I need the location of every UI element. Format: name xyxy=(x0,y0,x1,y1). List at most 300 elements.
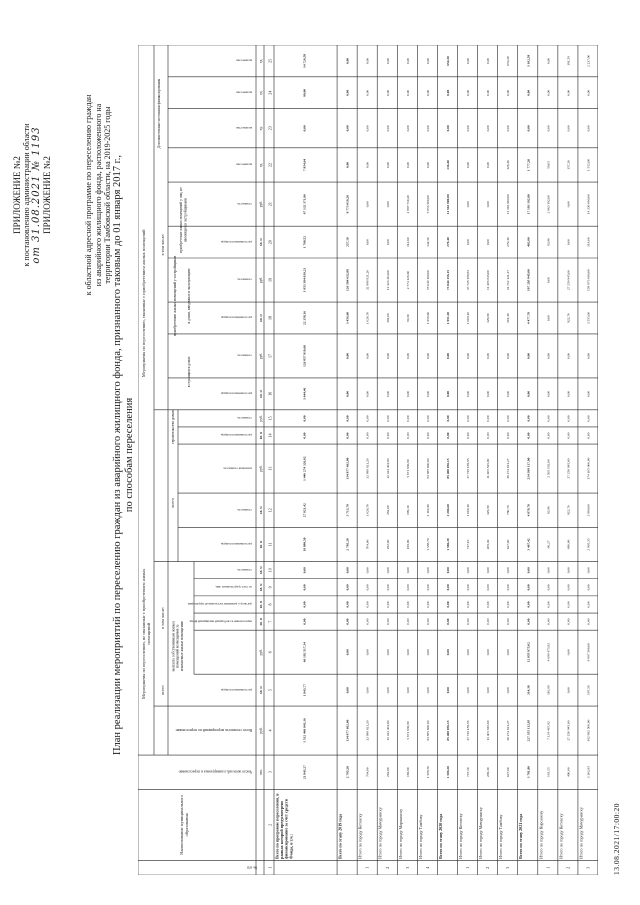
row-value: 116,88 xyxy=(546,685,551,695)
header-sub-15: расселяемая площадь xyxy=(220,391,252,396)
row-value: 2 286,60 xyxy=(445,504,450,517)
row-value: 0,00 xyxy=(586,601,591,608)
row-value: 490,00 xyxy=(566,767,571,777)
row-value: 3 713,70 xyxy=(345,504,350,517)
unit-label: кв. м xyxy=(259,238,263,246)
row-value: 0,00 xyxy=(506,432,511,439)
header-in-built: в домах, введенных в эксплуатацию xyxy=(187,268,191,324)
row-value: 0,00 xyxy=(302,601,307,608)
row-value: 0,00 xyxy=(345,89,350,96)
row-value: 0,00 xyxy=(466,618,471,625)
header-people: Число жителей, планируемых к переселению xyxy=(178,769,252,774)
row-value: 0,00 xyxy=(365,239,370,246)
header-sub-21: количество xyxy=(235,162,252,167)
header-total-a: всего xyxy=(160,685,165,695)
row-value: 73 844 156,15 xyxy=(445,269,450,291)
column-number: 8 xyxy=(267,603,273,606)
row-value: 0,00 xyxy=(425,567,430,574)
column-number: 4 xyxy=(267,729,273,732)
row-value: 0,00 xyxy=(526,390,531,397)
row-value: 0,00 xyxy=(365,390,370,397)
row-value: 136,40 xyxy=(445,160,450,170)
row-value: 14 330 000,00 xyxy=(586,194,591,215)
row-value: 0,00 xyxy=(466,201,471,208)
row-value: 27 250 945,00 xyxy=(566,269,571,291)
row-value: 2 863 192,00 xyxy=(546,194,551,214)
row-value: 0,00 xyxy=(405,352,410,360)
header-sub-18: стоимость xyxy=(237,277,252,282)
row-value: 0,00 xyxy=(526,125,531,132)
row-value: 0,00 xyxy=(486,649,491,656)
row-value: 83,80 xyxy=(546,506,551,515)
header-sub-24: количество xyxy=(235,58,252,63)
row-value: 314,38 xyxy=(526,685,531,695)
row-number: 2 xyxy=(565,866,571,869)
row-value: 0,00 xyxy=(566,125,571,132)
row-value: 0,00 xyxy=(466,239,471,246)
row-value: 214 399 137,90 xyxy=(526,457,531,480)
row-value: 22 358,16 xyxy=(302,310,307,325)
row-value: 0,00 xyxy=(586,89,591,96)
column-number: 22 xyxy=(267,162,273,167)
row-value: 0,00 xyxy=(365,649,370,656)
unit-label: ед. xyxy=(259,126,263,131)
row-value: 627,60 xyxy=(506,539,511,550)
row-value: 11 563 900,00 xyxy=(506,194,511,215)
column-number: 24 xyxy=(267,90,273,95)
row-value: 0,00 xyxy=(365,618,370,625)
row-value: 0,00 xyxy=(425,432,430,439)
row-value: 0,00 xyxy=(526,89,531,96)
unit-label: кв. м xyxy=(259,600,263,609)
header-other-sub: за счет средств иных лиц xyxy=(215,585,252,590)
column-number: 21 xyxy=(267,202,273,207)
row-value: 0,00 xyxy=(405,649,410,656)
header-compensation: выплата собственникам жилых xyxy=(171,620,176,672)
column-number: 11 xyxy=(267,542,273,547)
unit-label: руб. xyxy=(259,201,263,208)
row-value: 0,00 xyxy=(365,201,370,208)
column-number: 5 xyxy=(267,689,273,692)
row-name: Итого по городу Котовску xyxy=(558,813,564,859)
row-value: 0,00 xyxy=(486,352,491,360)
row-value: 134 977 662,00 xyxy=(345,457,350,480)
row-value: 0,00 xyxy=(345,352,350,360)
row-value: 8 773 019,20 xyxy=(345,194,350,214)
header-sub-14: стоимость xyxy=(237,416,252,421)
row-value: 0,00 xyxy=(385,352,390,360)
row-value: 0,00 xyxy=(302,125,307,132)
row-value: 3 102,58 xyxy=(526,54,531,68)
row-value: 2 795,20 xyxy=(345,538,350,551)
row-value: 0,00 xyxy=(425,125,430,132)
row-name: Итого по городу Котовску xyxy=(458,813,464,859)
row-value: 0,00 xyxy=(385,125,390,132)
row-value: 14 726,58 xyxy=(302,53,307,68)
row-value: 191,58 xyxy=(566,56,571,66)
row-value: 1 020,70 xyxy=(365,311,370,325)
row-value: 0,00 xyxy=(506,584,511,591)
row-value: 169,90 xyxy=(405,767,410,777)
unit-label: кв. м xyxy=(259,390,263,398)
row-value: 0,00 xyxy=(486,687,491,694)
unit-label: ед. xyxy=(259,162,263,168)
row-value: 0,00 xyxy=(445,649,450,656)
row-value: 8 887 500,00 xyxy=(586,643,591,662)
row-value: 0,00 xyxy=(466,161,471,169)
row-value: 0,00 xyxy=(425,649,430,656)
row-value: 0,00 xyxy=(526,601,531,608)
row-value: 209,30 xyxy=(486,767,491,777)
row-value: 0,00 xyxy=(365,567,370,574)
row-value: 0,00 xyxy=(302,618,307,625)
row-name: Итого по городу Мичуринску xyxy=(377,807,383,859)
row-value: 922,70 xyxy=(566,313,571,323)
row-value: 0,00 xyxy=(546,276,551,284)
row-value: 0,00 xyxy=(385,201,390,208)
row-value: 0,00 xyxy=(546,390,551,397)
row-value: 0,00 xyxy=(526,584,531,591)
row-value: 66,27 xyxy=(546,540,551,549)
appendix-block xyxy=(12,45,52,345)
row-value: 0,00 xyxy=(506,687,511,694)
row-value: 197 295 945,00 xyxy=(526,269,531,291)
row-value: 0,00 xyxy=(566,618,571,625)
row-value: 0,00 xyxy=(385,415,390,422)
row-value: 747,10 xyxy=(466,767,471,777)
appendix-date-number: от 31.08.2021 № 1193 xyxy=(31,126,42,264)
row-value: 159 975 000,00 xyxy=(586,269,591,291)
header-sub-a-cost: стоимость xyxy=(237,567,252,572)
row-value: 0,00 xyxy=(466,601,471,608)
row-value: 1 798,52 xyxy=(302,235,307,249)
row-value: 704,00 xyxy=(365,539,370,550)
row-value: 32 998 821,20 xyxy=(365,269,370,291)
row-value: 36 274 021,27 xyxy=(506,458,511,479)
row-value: 780,70 xyxy=(506,505,511,516)
row-value: 0,00 xyxy=(365,601,370,608)
unit-label: руб. xyxy=(259,727,263,734)
row-value: 7 954,64 xyxy=(302,158,307,172)
row-value: 0,00 xyxy=(486,390,491,397)
row-value: 0,00 xyxy=(466,125,471,132)
row-value: 0,00 xyxy=(345,432,350,439)
program-line-1: к областной адресной программе по переселению граждан xyxy=(84,94,93,296)
row-name: рамках которой предусмотрено xyxy=(279,800,285,859)
row-value: 0,00 xyxy=(546,584,551,591)
row-value: 0,00 xyxy=(445,390,450,397)
row-number: 3 xyxy=(505,866,511,869)
row-value: 1 009,10 xyxy=(466,311,471,325)
column-number: 25 xyxy=(267,58,273,63)
row-value: 3 467,42 xyxy=(526,538,531,551)
row-value: 1 586,20 xyxy=(445,538,450,551)
row-value: 0,00 xyxy=(506,415,511,422)
column-number: 13 xyxy=(267,466,273,471)
row-value: 1 009,10 xyxy=(466,504,471,517)
row-value: 0,00 xyxy=(486,601,491,608)
row-value: 0,00 xyxy=(385,618,390,625)
header-from-persons: приобретение жилых помещений у лиц, не xyxy=(179,187,184,253)
row-value: 85 408 056,15 xyxy=(445,720,450,741)
row-value: 126 584 652,88 xyxy=(345,269,350,291)
row-value: 85 408 056,15 xyxy=(445,458,450,479)
row-number: 1 xyxy=(465,866,471,869)
row-value: 4 879,70 xyxy=(526,504,531,517)
row-value: 0,00 xyxy=(425,618,430,625)
row-value: 1 843,77 xyxy=(302,684,307,697)
row-value: 0,00 xyxy=(466,432,471,439)
row-value: 0,00 xyxy=(566,415,571,422)
row-value: 0,00 xyxy=(385,89,390,96)
header-additional: Дополнительные источники финансирования xyxy=(157,78,162,149)
row-value: 2 505 192,00 xyxy=(546,459,551,478)
header-from-persons: являющихся застройщиками xyxy=(183,198,188,243)
row-name: Фонда, в т.ч.: xyxy=(288,834,294,859)
row-name: Итого по городу Моршанску xyxy=(397,808,403,859)
row-value: 0,00 xyxy=(405,432,410,439)
row-value: 0,00 xyxy=(385,687,390,694)
header-contract: договор о развитии застроенной территории xyxy=(187,602,252,607)
row-value: 1 588,70 xyxy=(425,538,430,551)
column-number: 2 xyxy=(267,823,273,826)
row-value: 0,00 xyxy=(385,432,390,439)
row-name: Итого по городу Кирсанову xyxy=(538,810,544,859)
row-value: 1 552,00 xyxy=(586,158,591,172)
column-number: 12 xyxy=(267,508,273,513)
row-value: 490,00 xyxy=(566,539,571,550)
row-value: 627,60 xyxy=(506,767,511,777)
unit-label: руб. xyxy=(259,352,263,360)
row-value: 0,00 xyxy=(486,567,491,574)
row-value: 2 905,35 xyxy=(586,538,591,551)
row-value: 134 977 662,00 xyxy=(345,719,350,742)
header-sub-12: плановая стоимость xyxy=(223,466,252,471)
row-value: 67 132 371,96 xyxy=(302,194,307,215)
row-name: финансирование за счет средств xyxy=(283,799,289,859)
header-sub-11: стоимость xyxy=(237,507,252,512)
column-number: 18 xyxy=(267,315,273,320)
unit-label: кв. м xyxy=(259,617,263,626)
row-value: 0,00 xyxy=(405,161,410,169)
row-name: Итого по городу Котовску xyxy=(357,813,363,859)
row-value: 227 355 112,95 xyxy=(526,719,531,742)
row-value: 0,00 xyxy=(586,618,591,625)
row-value: 0,00 xyxy=(345,161,350,169)
plan-title-line-1: План реализации мероприятий по переселению граждан из аварийного жилищного фонда, признанного таковым до 01 января 2017 г., xyxy=(112,154,123,756)
row-name: Итого по городу Мичуринску xyxy=(578,807,584,859)
row-value: 0,00 xyxy=(546,432,551,439)
row-value: 1 446 274 326,02 xyxy=(302,456,307,481)
row-value: 0,00 xyxy=(546,618,551,625)
row-value: 0,00 xyxy=(586,390,591,397)
row-value: 4 698 475,92 xyxy=(546,643,551,662)
row-name: Итого по городу Мичуринску xyxy=(478,807,484,859)
row-value: 0,00 xyxy=(466,567,471,574)
row-number: 1 xyxy=(545,866,551,869)
column-number: 15 xyxy=(267,416,273,421)
row-value: 0,00 xyxy=(586,352,591,360)
row-value: 0,00 xyxy=(546,314,551,322)
row-value: 1 853 384 039,21 xyxy=(302,267,307,293)
row-value: 0,00 xyxy=(425,687,430,694)
header-sub-22: количество xyxy=(235,125,252,130)
row-value: 0,00 xyxy=(506,125,511,132)
row-value: 0,00 xyxy=(302,415,307,422)
row-value: 21 843,27 xyxy=(302,765,307,780)
row-value: 292,60 xyxy=(385,767,390,777)
row-value: 0,00 xyxy=(345,567,350,574)
row-value: 0,00 xyxy=(466,415,471,422)
row-value: 0,00 xyxy=(445,567,450,574)
row-value: 257,10 xyxy=(345,237,350,247)
row-number: 3 xyxy=(585,866,591,869)
row-value: 0,00 xyxy=(486,584,491,591)
row-value: 0,00 xyxy=(445,352,450,360)
row-value: 126,40 xyxy=(506,160,511,170)
row-value: 0,00 xyxy=(586,125,591,132)
row-value: 0,00 xyxy=(445,601,450,608)
row-value: 3 102,85 xyxy=(586,766,591,779)
row-value: 58,05 xyxy=(546,161,551,169)
row-name: Всего по этапу 2019 года xyxy=(337,813,343,859)
row-value: 704,00 xyxy=(365,767,370,777)
row-value: 0,00 xyxy=(566,352,571,360)
header-construction: строительство домов xyxy=(171,409,175,444)
row-value: 0,00 xyxy=(425,601,430,608)
row-value: 83 885 600,00 xyxy=(425,458,430,479)
row-value: 0,00 xyxy=(385,584,390,591)
row-value: 0,00 xyxy=(526,618,531,625)
column-number: 1 xyxy=(267,866,273,869)
row-value: 0,00 xyxy=(405,584,410,591)
row-value: 0,00 xyxy=(365,432,370,439)
header-in-progress: в строящихся домах xyxy=(187,356,191,388)
row-value: 0,00 xyxy=(546,567,551,574)
row-value: 0,00 xyxy=(586,584,591,591)
row-value: 1 512 466 843,36 xyxy=(302,718,307,743)
row-value: 0,00 xyxy=(546,415,551,422)
header-incl-b: в том числе: xyxy=(160,233,165,256)
row-value: 0,00 xyxy=(385,601,390,608)
header-no: № п/п xyxy=(246,865,258,871)
row-value: 0,00 xyxy=(365,415,370,422)
row-value: 11 405 845,00 xyxy=(486,720,491,741)
row-value: 654,30 xyxy=(445,56,450,66)
row-value: 37 728 189,85 xyxy=(466,269,471,291)
row-value: 0,00 xyxy=(486,618,491,625)
row-value: 0,00 xyxy=(566,390,571,397)
header-compensation: помещений возмещения за xyxy=(175,624,180,668)
row-value: 169,90 xyxy=(405,539,410,550)
unit-label: руб. xyxy=(259,276,263,284)
row-value: 0,00 xyxy=(405,125,410,132)
row-value: 27 821,42 xyxy=(302,503,307,518)
row-value: 0,00 xyxy=(445,432,450,439)
row-value: 0,00 xyxy=(566,567,571,574)
row-value: 0,00 xyxy=(385,567,390,574)
row-value: 0,00 xyxy=(486,239,491,246)
row-value: 0,00 xyxy=(445,125,450,132)
row-value: 0,00 xyxy=(425,352,430,360)
row-value: 1 588,70 xyxy=(425,766,430,779)
row-value: 2 774 126,60 xyxy=(405,270,410,290)
row-value: 83,80 xyxy=(546,238,551,247)
row-value: 0,00 xyxy=(425,89,430,96)
row-value: 0,00 xyxy=(365,125,370,132)
row-value: 382,00 xyxy=(385,505,390,516)
appendix-title: ПРИЛОЖЕНИЕ №2 xyxy=(12,156,22,234)
header-sub-16: стоимость xyxy=(237,353,252,358)
row-value: 99,00 xyxy=(302,88,307,97)
header-sub-13: расселяемая площадь xyxy=(220,433,252,438)
row-value: 11 405 845,00 xyxy=(486,458,491,479)
column-number: 7 xyxy=(267,620,273,623)
row-value: 0,00 xyxy=(466,687,471,694)
header-compensation: изымаемые жилые помещения xyxy=(180,621,185,671)
row-value: 0,00 xyxy=(365,687,370,694)
header-sub-a-area: расселяемая площадь xyxy=(220,687,252,692)
row-value: 0,00 xyxy=(385,57,390,64)
row-value: 0,00 xyxy=(425,415,430,422)
unit-label: ед. xyxy=(259,58,263,64)
column-number: 3 xyxy=(267,771,273,774)
row-value: 0,00 xyxy=(506,567,511,574)
row-value: 1 020,70 xyxy=(365,504,370,517)
column-number: 17 xyxy=(267,353,273,358)
row-value: 0,00 xyxy=(566,687,571,694)
row-value: 0,00 xyxy=(405,567,410,574)
row-value: 182 992 500,00 xyxy=(586,719,591,742)
row-value: 0,00 xyxy=(526,432,531,439)
row-value: 0,00 xyxy=(566,89,571,96)
row-value: 0,00 xyxy=(506,390,511,397)
header-acquisition: приобретение жилых помещений у застройщиков xyxy=(173,255,177,337)
row-value: 0,00 xyxy=(546,125,551,132)
row-value: 0,00 xyxy=(385,239,390,246)
row-value: 157,20 xyxy=(566,160,571,170)
row-value: 0,00 xyxy=(345,584,350,591)
row-value: 0,00 xyxy=(405,89,410,96)
row-value: 329,80 xyxy=(486,313,491,323)
row-value: 0,00 xyxy=(566,432,571,439)
row-value: 0,00 xyxy=(445,415,450,422)
row-value: 0,00 xyxy=(445,687,450,694)
unit-label: кв. м xyxy=(259,566,263,574)
plan-title xyxy=(112,75,136,835)
header-sub-23: количество xyxy=(235,90,252,95)
row-value: 0,00 xyxy=(445,89,450,96)
header-group-b: Мероприятия по переселению, связанные с приобретением жилых помещений xyxy=(141,229,147,378)
header-sub-20: стоимость xyxy=(237,201,252,206)
row-value: 3 969,00 xyxy=(586,504,591,517)
row-value: 0,00 xyxy=(405,687,410,694)
row-value: 84,50 xyxy=(405,314,410,322)
unit-label: кв. м xyxy=(259,506,263,514)
header-total-b: всего xyxy=(170,498,175,508)
row-value: 12 423 404,00 xyxy=(385,458,390,479)
row-value: 199,10 xyxy=(405,505,410,516)
row-value: 0,00 xyxy=(425,584,430,591)
row-value: 0,00 xyxy=(486,201,491,208)
row-value: 0,00 xyxy=(466,584,471,591)
row-value: 0,00 xyxy=(445,584,450,591)
program-block xyxy=(84,45,113,345)
row-value: 0,00 xyxy=(385,390,390,397)
row-value: 0,00 xyxy=(586,415,591,422)
row-value: 501,30 xyxy=(506,313,511,323)
row-value: 0,00 xyxy=(586,432,591,439)
